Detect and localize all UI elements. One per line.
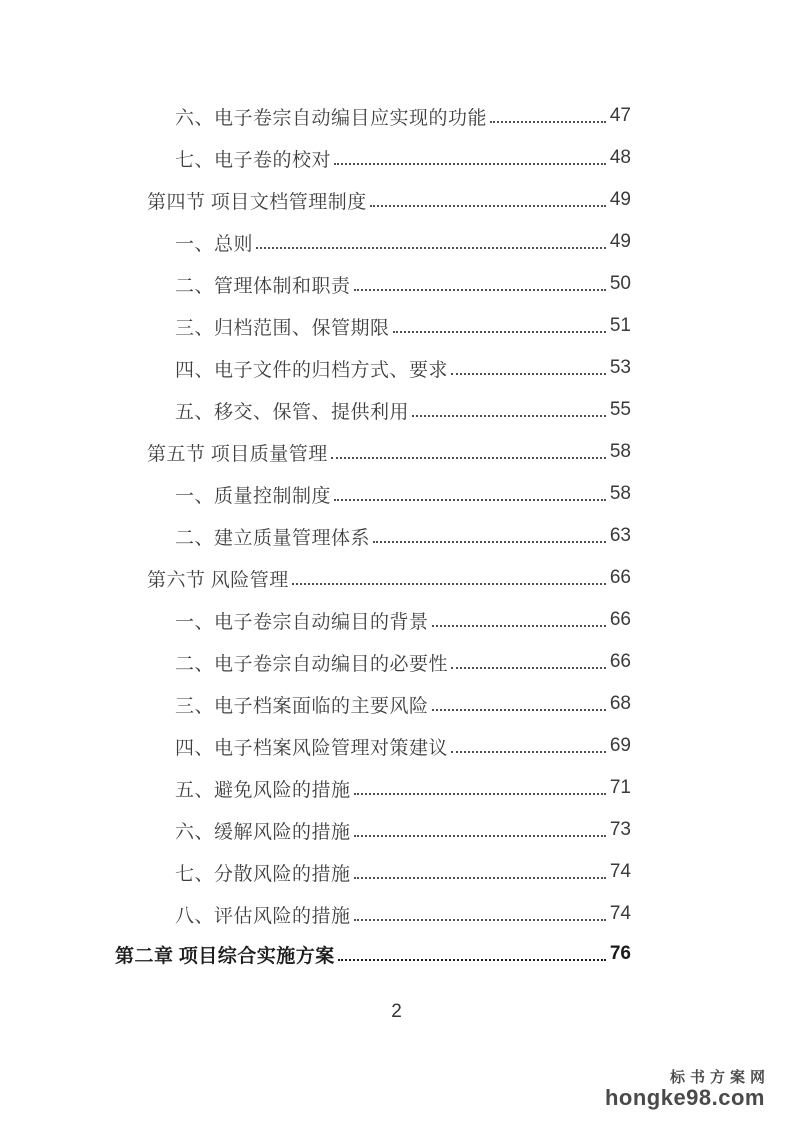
toc-entry-page-number: 76 <box>609 943 631 964</box>
toc-entry-page-number: 63 <box>609 525 631 546</box>
toc-entry-label: 一、质量控制制度 <box>175 485 332 507</box>
toc-dot-leader <box>451 373 606 375</box>
toc-entry-page-number: 71 <box>609 777 631 798</box>
toc-entry[interactable] <box>115 431 631 473</box>
toc-entry[interactable] <box>115 389 631 431</box>
toc-entry-label: 三、归档范围、保管期限 <box>175 317 390 339</box>
toc-entry-page-number: 53 <box>609 357 631 378</box>
toc-entry[interactable] <box>115 179 631 221</box>
toc-entry-page-number: 66 <box>609 609 631 630</box>
toc-dot-leader <box>292 583 606 585</box>
toc-entry[interactable] <box>115 557 631 599</box>
toc-entry-label: 一、总则 <box>175 233 254 255</box>
toc-entry-label: 二、建立质量管理体系 <box>175 527 371 549</box>
toc-entry-label: 七、分散风险的措施 <box>175 863 351 885</box>
toc-entry[interactable] <box>115 95 631 137</box>
toc-entry[interactable] <box>115 683 631 725</box>
toc-entry[interactable] <box>115 809 631 851</box>
toc-dot-leader <box>451 667 606 669</box>
toc-dot-leader <box>334 499 606 501</box>
toc-dot-leader <box>393 331 606 333</box>
toc-entry[interactable] <box>115 599 631 641</box>
toc-entry-page-number: 55 <box>609 399 631 420</box>
toc-dot-leader <box>354 835 606 837</box>
toc-entry-page-number: 47 <box>609 105 631 126</box>
toc-entry-page-number: 58 <box>609 441 631 462</box>
toc-entry-label: 四、电子文件的归档方式、要求 <box>175 359 449 381</box>
toc-entry[interactable] <box>115 515 631 557</box>
toc-entry[interactable] <box>115 851 631 893</box>
toc-dot-leader <box>354 877 606 879</box>
toc-entry[interactable] <box>115 221 631 263</box>
toc-dot-leader <box>256 247 606 249</box>
toc-entry-page-number: 73 <box>609 819 631 840</box>
toc-dot-leader <box>334 163 606 165</box>
toc-dot-leader <box>370 205 606 207</box>
table-of-contents <box>115 95 631 973</box>
toc-entry[interactable] <box>115 473 631 515</box>
toc-entry-label: 第二章 项目综合实施方案 <box>115 945 335 967</box>
toc-entry-page-number: 50 <box>609 273 631 294</box>
toc-dot-leader <box>451 751 606 753</box>
toc-entry[interactable] <box>115 935 631 973</box>
toc-dot-leader <box>432 709 606 711</box>
toc-entry-page-number: 66 <box>609 651 631 672</box>
toc-entry-page-number: 51 <box>609 315 631 336</box>
toc-entry[interactable] <box>115 725 631 767</box>
toc-dot-leader <box>354 919 606 921</box>
toc-dot-leader <box>331 457 606 459</box>
toc-dot-leader <box>354 289 606 291</box>
toc-entry-page-number: 69 <box>609 735 631 756</box>
toc-entry-page-number: 49 <box>609 231 631 252</box>
toc-entry-page-number: 74 <box>609 903 631 924</box>
toc-entry[interactable] <box>115 641 631 683</box>
toc-entry-page-number: 66 <box>609 567 631 588</box>
toc-entry-label: 六、电子卷宗自动编目应实现的功能 <box>175 107 488 129</box>
toc-entry-page-number: 49 <box>609 189 631 210</box>
toc-dot-leader <box>373 541 606 543</box>
toc-entry-label: 七、电子卷的校对 <box>175 149 332 171</box>
page-number: 2 <box>391 1001 402 1022</box>
toc-entry[interactable] <box>115 893 631 935</box>
toc-entry-page-number: 74 <box>609 861 631 882</box>
toc-entry-page-number: 68 <box>609 693 631 714</box>
toc-entry-label: 二、管理体制和职责 <box>175 275 351 297</box>
toc-entry-label: 八、评估风险的措施 <box>175 905 351 927</box>
toc-entry-page-number: 48 <box>609 147 631 168</box>
toc-entry-label: 二、电子卷宗自动编目的必要性 <box>175 653 449 675</box>
toc-dot-leader <box>490 121 606 123</box>
toc-entry-label: 五、避免风险的措施 <box>175 779 351 801</box>
toc-entry-page-number: 58 <box>609 483 631 504</box>
toc-dot-leader <box>338 959 606 961</box>
toc-entry-label: 五、移交、保管、提供利用 <box>175 401 410 423</box>
toc-entry[interactable] <box>115 137 631 179</box>
toc-entry[interactable] <box>115 305 631 347</box>
toc-dot-leader <box>432 625 606 627</box>
toc-entry-label: 六、缓解风险的措施 <box>175 821 351 843</box>
toc-entry-label: 第五节 项目质量管理 <box>147 443 328 465</box>
toc-entry-label: 第六节 风险管理 <box>147 569 289 591</box>
toc-entry-label: 一、电子卷宗自动编目的背景 <box>175 611 429 633</box>
toc-dot-leader <box>412 415 606 417</box>
watermark-site-url: hongke98.com <box>604 1085 765 1110</box>
watermark <box>604 1068 770 1110</box>
toc-entry-label: 三、电子档案面临的主要风险 <box>175 695 429 717</box>
toc-dot-leader <box>354 793 606 795</box>
toc-entry[interactable] <box>115 347 631 389</box>
toc-entry-label: 第四节 项目文档管理制度 <box>147 191 367 213</box>
watermark-site-name: 标书方案网 <box>669 1069 770 1086</box>
toc-entry[interactable] <box>115 767 631 809</box>
toc-entry-label: 四、电子档案风险管理对策建议 <box>175 737 449 759</box>
toc-entry[interactable] <box>115 263 631 305</box>
